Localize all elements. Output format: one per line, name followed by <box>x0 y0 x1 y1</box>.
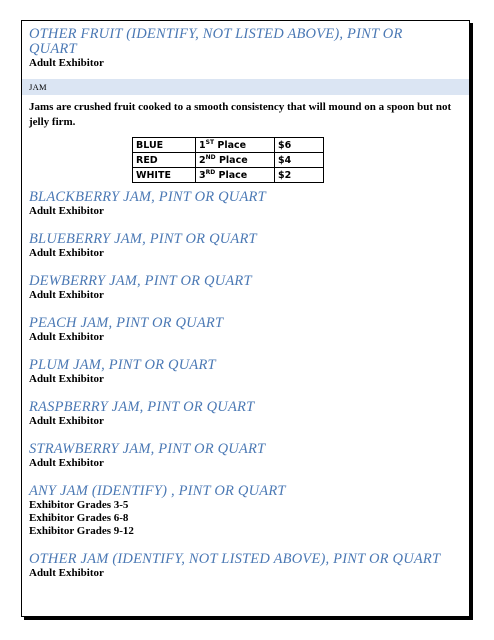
place-suffix: ND <box>205 153 216 161</box>
entry-subtitle: Exhibitor Grades 9-12 <box>29 525 134 537</box>
entry-subtitle: Adult Exhibitor <box>29 57 104 69</box>
section-label: JAM <box>29 82 47 92</box>
ribbon-color: WHITE <box>133 168 196 183</box>
prize-row <box>133 138 324 153</box>
entry-subtitle: Adult Exhibitor <box>29 567 104 579</box>
place-cell <box>196 153 275 168</box>
entry-item <box>29 358 469 386</box>
entry-title: PEACH JAM, PINT OR QUART <box>29 315 224 331</box>
place-word: Place <box>217 139 247 151</box>
entry-item <box>29 484 469 538</box>
entry-title: STRAWBERRY JAM, PINT OR QUART <box>29 441 266 457</box>
top-entry <box>29 27 449 70</box>
place-number: 1 <box>199 139 206 151</box>
ribbon-color: RED <box>133 153 196 168</box>
entry-title: OTHER FRUIT (IDENTIFY, NOT LISTED ABOVE), PINT OR QUART <box>29 26 403 57</box>
place-cell <box>196 168 275 183</box>
entry-title: DEWBERRY JAM, PINT OR QUART <box>29 273 252 289</box>
entry-title: RASPBERRY JAM, PINT OR QUART <box>29 399 255 415</box>
prize-amount: $6 <box>275 138 324 153</box>
prize-table <box>132 137 324 183</box>
entry-subtitle: Adult Exhibitor <box>29 373 104 385</box>
entry-title: OTHER JAM (IDENTIFY, NOT LISTED ABOVE), PINT OR QUART <box>29 551 441 567</box>
entry-item <box>29 316 469 344</box>
place-number: 3 <box>199 169 206 181</box>
ribbon-color: BLUE <box>133 138 196 153</box>
place-word: Place <box>218 154 248 166</box>
entry-title: PLUM JAM, PINT OR QUART <box>29 357 216 373</box>
entry-title: BLUEBERRY JAM, PINT OR QUART <box>29 231 257 247</box>
place-suffix: RD <box>205 168 216 176</box>
prize-row <box>133 153 324 168</box>
prize-amount: $4 <box>275 153 324 168</box>
entry-subtitle: Adult Exhibitor <box>29 457 104 469</box>
entry-subtitle: Adult Exhibitor <box>29 331 104 343</box>
entry-subtitle: Exhibitor Grades 6-8 <box>29 512 129 524</box>
entry-subtitle: Adult Exhibitor <box>29 205 104 217</box>
entry-subtitle: Adult Exhibitor <box>29 289 104 301</box>
entry-subtitle: Adult Exhibitor <box>29 415 104 427</box>
entry-item <box>29 190 469 218</box>
place-word: Place <box>218 169 248 181</box>
entry-list <box>29 190 469 594</box>
prize-amount: $2 <box>275 168 324 183</box>
place-cell <box>196 138 275 153</box>
entry-subtitle: Exhibitor Grades 3-5 <box>29 499 129 511</box>
prize-row <box>133 168 324 183</box>
entry-item <box>29 400 469 428</box>
entry-item <box>29 552 469 580</box>
section-description: Jams are crushed fruit cooked to a smooth consistency that will mound on a spoon but not jelly firm. <box>29 101 452 128</box>
entry-item <box>29 442 469 470</box>
place-suffix: ST <box>205 138 215 146</box>
entry-title: ANY JAM (IDENTIFY) , PINT OR QUART <box>29 483 286 499</box>
entry-item <box>29 274 469 302</box>
entry-title: BLACKBERRY JAM, PINT OR QUART <box>29 189 266 205</box>
entry-subtitle: Adult Exhibitor <box>29 247 104 259</box>
place-number: 2 <box>199 154 206 166</box>
entry-item <box>29 232 469 260</box>
section-header-bar <box>22 79 469 95</box>
